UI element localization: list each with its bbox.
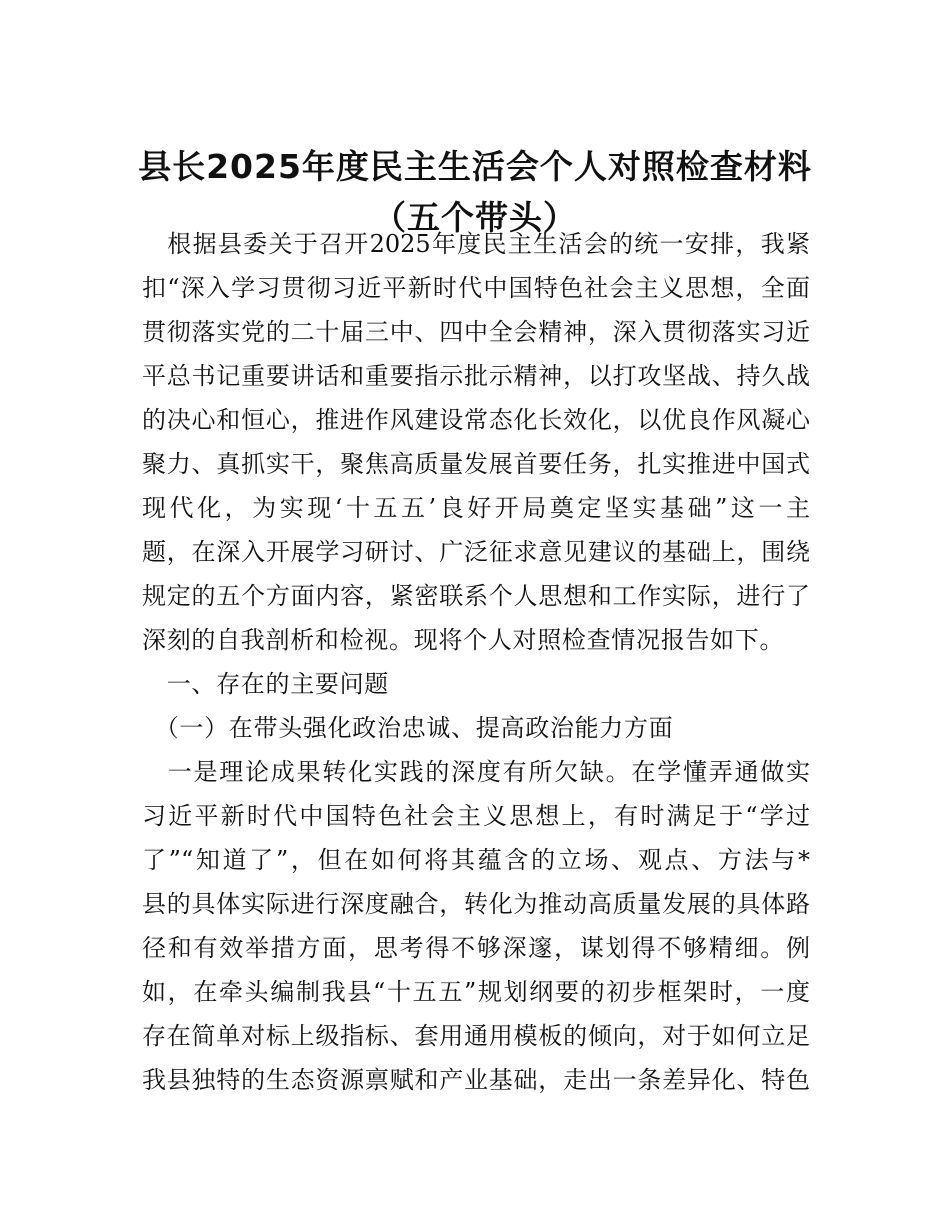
text-line: 深刻的自我剖析和检视。现将个人对照检查情况报告如下。 [142, 626, 785, 654]
text-line: 习近平新时代中国特色社会主义思想上，有时满足于“学过 [142, 802, 810, 830]
text-line: 平总书记重要讲话和重要指示批示精神，以打攻坚战、持久战 [142, 362, 810, 390]
text-line: 存在简单对标上级指标、套用通用模板的倾向，对于如何立足 [142, 1022, 810, 1050]
text-line: 了”“知道了”，但在如何将其蕴含的立场、观点、方法与* [142, 846, 810, 874]
text-line: 一、存在的主要问题 [142, 670, 389, 698]
text-line: 的决心和恒心，推进作风建设常态化长效化，以优良作风凝心 [142, 406, 810, 434]
text-line: 一是理论成果转化实践的深度有所欠缺。在学懂弄通做实 [142, 758, 810, 786]
text-line: 现代化，为实现‘十五五’良好开局奠定坚实基础”这一主 [142, 494, 810, 522]
text-line: 我县独特的生态资源禀赋和产业基础，走出一条差异化、特色 [142, 1066, 810, 1094]
text-line: 聚力、真抓实干，聚焦高质量发展首要任务，扎实推进中国式 [142, 450, 810, 478]
text-line: 规定的五个方面内容，紧密联系个人思想和工作实际，进行了 [142, 582, 810, 610]
text-line: 扣“深入学习贯彻习近平新时代中国特色社会主义思想，全面 [142, 274, 810, 302]
text-line: 如，在牵头编制我县“十五五”规划纲要的初步框架时，一度 [142, 978, 810, 1006]
document-subtitle: （五个带头） [373, 198, 577, 237]
text-line: 题，在深入开展学习研讨、广泛征求意见建议的基础上，围绕 [142, 538, 810, 566]
text-line: 贯彻落实党的二十届三中、四中全会精神，深入贯彻落实习近 [142, 318, 810, 346]
text-line: 径和有效举措方面，思考得不够深邃，谋划得不够精细。例 [142, 934, 810, 962]
text-line: 根据县委关于召开2025年度民主生活会的统一安排，我紧 [142, 230, 810, 258]
document-title: 县长2025年度民主生活会个人对照检查材料 [138, 147, 812, 186]
text-line: （一）在带头强化政治忠诚、提高政治能力方面 [142, 714, 674, 742]
document-body [142, 222, 810, 1102]
text-line: 县的具体实际进行深度融合，转化为推动高质量发展的具体路 [142, 890, 810, 918]
